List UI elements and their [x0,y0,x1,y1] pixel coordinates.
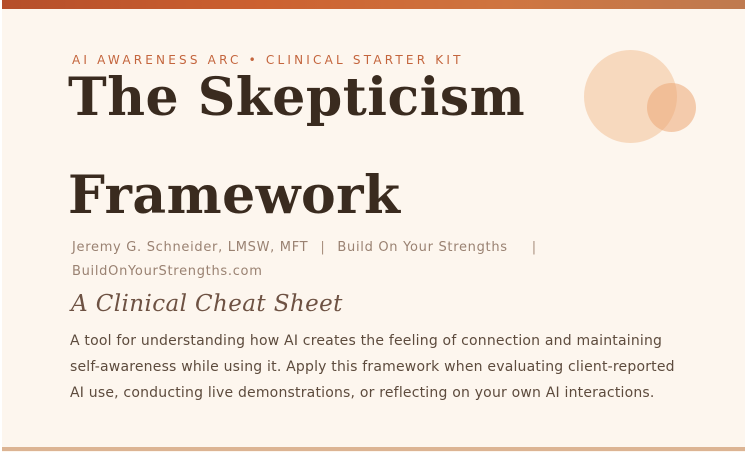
eyebrow-kicker: AI AWARENESS ARC • CLINICAL STARTER KIT [72,53,464,67]
subtitle: A Clinical Cheat Sheet [71,291,343,317]
byline-divider: | [531,240,537,255]
byline-author: Jeremy G. Schneider, LMSW, MFT [72,240,309,255]
byline-divider: | [320,240,326,255]
byline [72,236,632,284]
top-accent-bar [2,0,745,9]
byline-website: BuildOnYourStrengths.com [72,264,263,279]
document-page [2,0,745,452]
bottom-accent-bar [2,447,745,451]
byline-org: Build On Your Strengths [337,240,508,255]
description-paragraph: A tool for understanding how AI creates the feeling of connection and maintaining self-awareness while using it. Apply this framework when evaluating client-reported AI use, conducting live demonstrations, or reflecting on your own AI interactions. [70,333,675,401]
page-title: The Skepticism Framework [68,67,526,226]
decorative-circle-small [647,83,696,132]
